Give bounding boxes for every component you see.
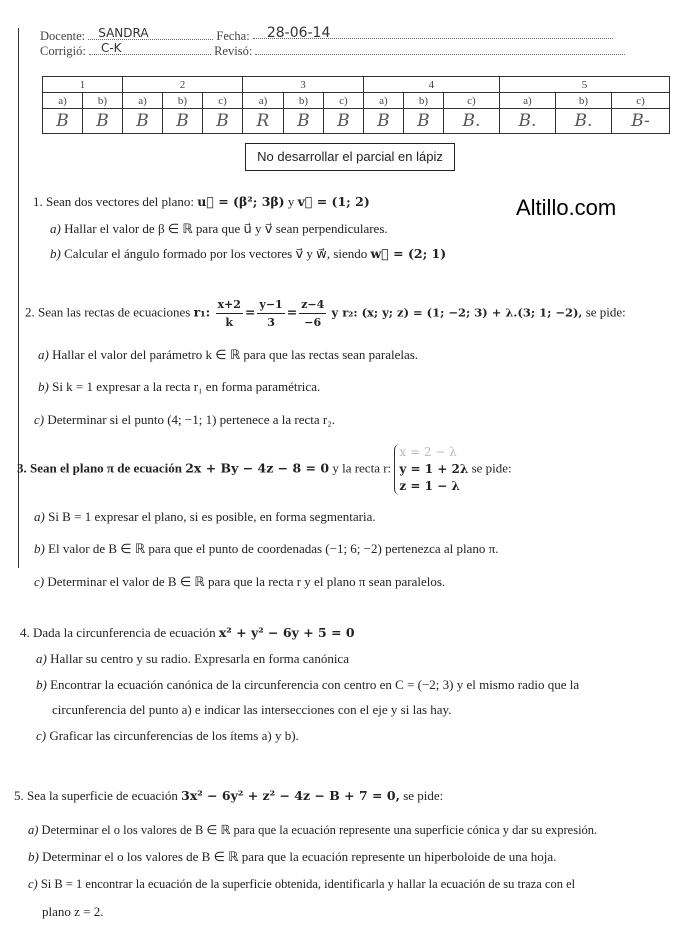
item-label: b) xyxy=(34,541,45,556)
item-header: c) xyxy=(443,93,499,109)
question-5 xyxy=(14,788,443,804)
q3-mid: y la recta r: xyxy=(332,460,392,476)
q2-fraction-3: $\frac{z-4}{-6}$ xyxy=(301,298,325,329)
q4-eq: x² + y² − 6y + 5 = 0 xyxy=(218,625,355,640)
header-row-1 xyxy=(40,25,613,44)
notice-box: No desarrollar el parcial en lápiz xyxy=(245,143,455,171)
item-label: b) xyxy=(50,246,61,261)
question-header: 4 xyxy=(363,77,499,93)
item-label: a) xyxy=(50,221,61,236)
item-text: Determinar si el punto (4; −1; 1) pertenece a la recta r₂. xyxy=(47,412,335,427)
item-text: Hallar el valor de β ∈ ℝ para que u⃗ y v⃗ sean perpendiculares. xyxy=(64,221,388,236)
grades-mark-row xyxy=(43,109,670,134)
q2-item-a xyxy=(38,347,418,363)
question-1 xyxy=(33,194,370,210)
reviso-label: Revisó: xyxy=(214,44,253,58)
grade-mark: B. xyxy=(499,109,555,134)
altillo-watermark: Altillo.com xyxy=(516,195,617,220)
q3-tail: se pide: xyxy=(471,460,512,476)
q2-fraction-1: $\frac{x+2}{k}$ xyxy=(217,298,241,329)
item-header: a) xyxy=(499,93,555,109)
q5-item-c xyxy=(28,877,575,892)
item-header: b) xyxy=(83,93,123,109)
item-header: c) xyxy=(611,93,669,109)
item-header: b) xyxy=(163,93,203,109)
q3-item-a xyxy=(34,509,376,525)
q3-item-c xyxy=(34,574,445,590)
q1-item-b xyxy=(50,246,446,262)
grade-mark: B- xyxy=(611,109,669,134)
grade-mark: R xyxy=(243,109,284,134)
item-header: b) xyxy=(555,93,611,109)
q4-text: 4. Dada la circunferencia de ecuación xyxy=(20,625,216,640)
item-math: w⃗ = (2; 1) xyxy=(370,246,447,261)
grades-question-row xyxy=(43,77,670,93)
question-header: 5 xyxy=(499,77,669,93)
grades-table xyxy=(42,76,670,134)
question-header: 2 xyxy=(123,77,243,93)
grade-mark: B xyxy=(403,109,443,134)
grades-item-row xyxy=(43,93,670,109)
q5-item-a xyxy=(28,822,597,838)
item-label: b) xyxy=(28,849,39,864)
q2-item-b xyxy=(38,379,320,395)
header-row-2 xyxy=(40,41,625,59)
item-label: c) xyxy=(34,412,45,427)
fecha-value: 28-06-14 xyxy=(266,25,331,41)
q3-system: x = 2 − λ y = 1 + 2λ z = 1 − λ xyxy=(394,444,468,495)
corrigio-label: Corrigió: xyxy=(40,44,86,58)
q2-fraction-2: $\frac{y-1}{3}$ xyxy=(259,298,283,329)
fecha-label: Fecha: xyxy=(216,29,250,43)
question-header: 3 xyxy=(243,77,364,93)
item-label: a) xyxy=(34,509,45,524)
docente-value: SANDRA xyxy=(98,26,149,40)
q5-tail: se pide: xyxy=(403,788,444,803)
q1-v: v⃗ = (1; 2) xyxy=(297,194,370,209)
grade-mark: B. xyxy=(443,109,499,134)
grade-mark: B xyxy=(203,109,243,134)
item-text: Determinar el valor de B ∈ ℝ para que la recta r y el plano π sean paralelos. xyxy=(47,574,446,589)
item-header: a) xyxy=(243,93,284,109)
item-text: Si B = 1 expresar el plano, si es posible, en forma segmentaria. xyxy=(48,509,376,524)
grade-mark: B xyxy=(363,109,403,134)
q3-text: 3. Sean el plano π de ecuación xyxy=(17,460,182,476)
item-text: Hallar su centro y su radio. Expresarla en forma canónica xyxy=(50,651,349,666)
corrigio-value: C-K xyxy=(100,41,122,55)
q2-r1: r₁: xyxy=(193,304,211,320)
q2-r2: y r₂: (x; y; z) = (1; −2; 3) + λ.(3; 1; −2), xyxy=(331,305,583,320)
grade-mark: B xyxy=(323,109,363,134)
item-text: Hallar el valor del parámetro k ∈ ℝ para que las rectas sean paralelas. xyxy=(52,347,419,362)
grade-mark: B xyxy=(163,109,203,134)
q3-plane: 2x + By − 4z − 8 = 0 xyxy=(185,460,330,476)
grade-mark: B. xyxy=(555,109,611,134)
grade-mark: B xyxy=(123,109,163,134)
q4-item-c xyxy=(36,728,299,744)
q5-item-b xyxy=(28,849,556,865)
item-label: c) xyxy=(34,574,45,589)
item-header: c) xyxy=(203,93,243,109)
q2-item-c xyxy=(34,412,335,428)
item-header: a) xyxy=(43,93,83,109)
q4-item-a xyxy=(36,651,349,667)
item-header: b) xyxy=(283,93,323,109)
q1-text: 1. Sean dos vectores del plano: xyxy=(33,194,195,209)
item-label: c) xyxy=(36,728,47,743)
question-header: 1 xyxy=(43,77,123,93)
docente-label: Docente: xyxy=(40,29,86,43)
grade-mark: B xyxy=(83,109,123,134)
item-header: a) xyxy=(123,93,163,109)
grade-mark: B xyxy=(283,109,323,134)
item-header: a) xyxy=(363,93,403,109)
q1-u: u⃗ = (β²; 3β) xyxy=(197,194,285,209)
q4-item-b-cont: circunferencia del punto a) e indicar las intersecciones con el eje y si las hay. xyxy=(52,702,452,717)
item-text: El valor de B ∈ ℝ para que el punto de coordenadas (−1; 6; −2) pertenezca al plano π. xyxy=(48,541,499,556)
item-text: Determinar el o los valores de B ∈ ℝ para que la ecuación represente una superficie cónica y dar su expresión. xyxy=(41,823,598,837)
item-text: Graficar las circunferencias de los ítems a) y b). xyxy=(49,728,299,743)
question-4 xyxy=(20,625,355,641)
item-label: b) xyxy=(38,379,49,394)
item-header: b) xyxy=(403,93,443,109)
item-text: Determinar el o los valores de B ∈ ℝ para que la ecuación represente un hiperboloide de una hoja. xyxy=(42,849,557,864)
q5-eq: 3x² − 6y² + z² − 4z − B + 7 = 0, xyxy=(181,788,400,803)
item-label: b) xyxy=(36,677,47,692)
item-header: c) xyxy=(323,93,363,109)
item-label: a) xyxy=(28,823,39,837)
q2-text: 2. Sean las rectas de ecuaciones xyxy=(25,304,191,320)
q1-item-a xyxy=(50,221,388,237)
item-label: a) xyxy=(36,651,47,666)
question-3 xyxy=(17,444,512,495)
question-2: 2. Sean las rectas de ecuaciones r₁: $\frac{x+2}{k}$ = $\frac{y-1}{3}$ = $\frac{z-4}{-6}$ y r₂: (x; y; z) = (1; −2; 3) + λ.(3; 1; −2), se pide: xyxy=(25,298,626,329)
item-text: Calcular el ángulo formado por los vectores v⃗ y w⃗, siendo xyxy=(64,246,368,261)
item-text: Si k = 1 expresar a la recta r₁ en forma paramétrica. xyxy=(52,379,321,394)
q5-text: 5. Sea la superficie de ecuación xyxy=(14,788,178,803)
item-text: Si B = 1 encontrar la ecuación de la superficie obtenida, identificarla y hallar la ecuación de su traza con el xyxy=(40,877,576,891)
q2-tail: se pide: xyxy=(585,304,626,320)
q1-y: y xyxy=(287,194,295,209)
grade-mark: B xyxy=(43,109,83,134)
item-text: Encontrar la ecuación canónica de la circunferencia con centro en C = (−2; 3) y el mismo radio que la xyxy=(50,677,580,692)
item-label: a) xyxy=(38,347,49,362)
q4-item-b xyxy=(36,677,579,693)
q3-item-b xyxy=(34,541,498,557)
q5-item-c-cont: plano z = 2. xyxy=(42,904,104,919)
item-label: c) xyxy=(28,877,38,891)
